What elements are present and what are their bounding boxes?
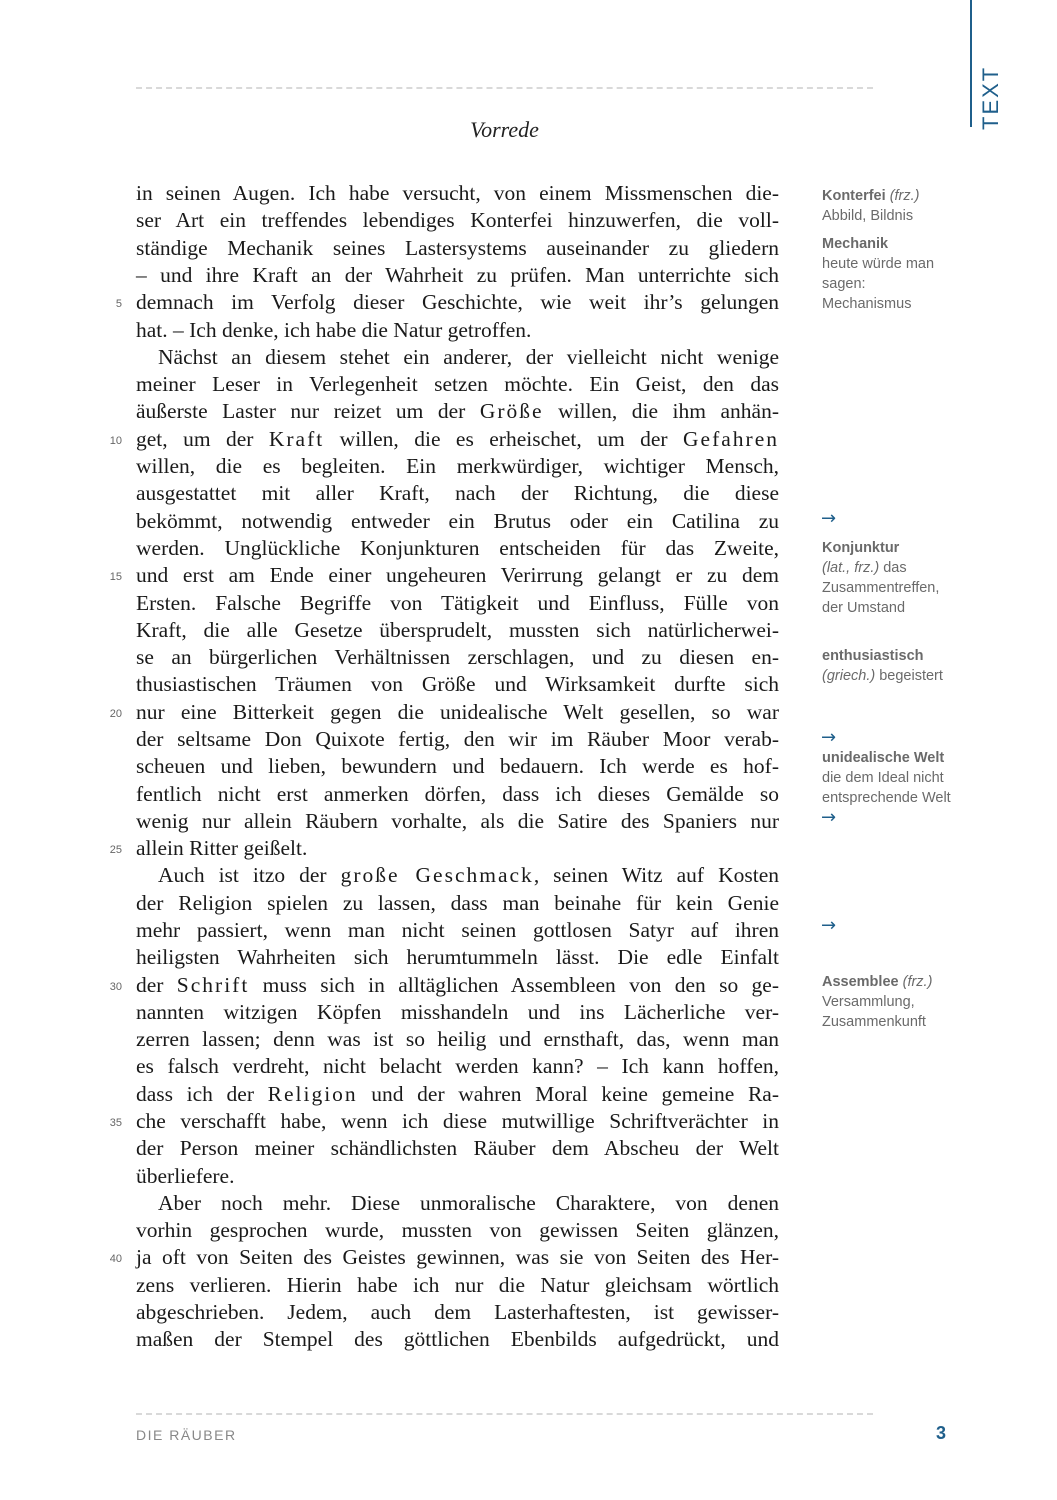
gloss-enthusiastisch: [822, 646, 1002, 686]
text-line: get, um der Kraft willen, die es erheischet, um der Gefahren: [136, 427, 779, 451]
gloss-lang: (frz.): [902, 974, 933, 990]
text-line: heiligsten Wahrheiten sich herumtummeln lässt. Die edle Einfalt: [136, 945, 779, 969]
text-line: es falsch verdreht, nicht belacht werden kann? – Ich kann hoffen,: [136, 1054, 779, 1078]
text-line: der Schrift muss sich in alltäglichen Assembleen von den so ge-: [136, 973, 779, 997]
line-number: 30: [109, 981, 122, 993]
text-line: – und ihre Kraft an der Wahrheit zu prüfen. Man unterrichte sich: [136, 263, 779, 287]
text-line: vorhin gesprochen wurde, mussten von gewissen Seiten glänzen,: [136, 1218, 779, 1242]
text-line: Aber noch mehr. Diese unmoralische Charaktere, von denen: [158, 1191, 779, 1215]
text-line: demnach im Verfolg dieser Geschichte, wie weit ihr’s gelungen: [136, 290, 779, 314]
text-line: fentlich nicht erst anmerken dörfen, dass ich dieses Gemälde so: [136, 782, 779, 806]
text-line: hat. – Ich denke, ich habe die Natur getroffen.: [136, 318, 532, 342]
text-line: zens verlieren. Hierin habe ich nur die Natur gleichsam wörtlich: [136, 1273, 779, 1297]
text-line: dass ich der Religion und der wahren Moral keine gemeine Ra-: [136, 1082, 779, 1106]
text-line: Nächst an diesem stehet ein anderer, der vielleicht nicht wenige: [158, 345, 779, 369]
page-heading: Vorrede: [470, 117, 539, 142]
line-number: 40: [109, 1253, 122, 1265]
text-line: ständige Mechanik seines Lastersystems auseinander zu gliedern: [136, 236, 779, 260]
gloss-term: Assemblee: [822, 974, 899, 990]
text-line: in seinen Augen. Ich habe versucht, von einem Missmenschen die-: [136, 181, 779, 205]
gloss-definition: der Umstand: [822, 600, 906, 616]
text-line: abgeschrieben. Jedem, auch dem Lasterhaftesten, ist gewisser-: [136, 1300, 779, 1324]
text-line: ja oft von Seiten des Geistes gewinnen, was sie von Seiten des Her-: [136, 1245, 779, 1269]
gloss-definition: Versammlung,: [822, 994, 915, 1010]
gloss-definition: Zusammentreffen,: [822, 580, 940, 596]
gloss-konjunktur: [822, 538, 1002, 618]
text-line: äußerste Laster nur reizet um der Größe willen, die ihm anhän-: [136, 399, 779, 423]
text-line: willen, die es begleiten. Ein merkwürdiger, wichtiger Mensch,: [136, 454, 779, 478]
text-line: und erst am Ende einer ungeheuren Verirrung gelangt er zu dem: [136, 563, 779, 587]
gloss-definition: entsprechende Welt: [822, 790, 951, 806]
gloss-definition: Zusammenkunft: [822, 1014, 926, 1030]
book-title: DIE RÄUBER: [136, 1427, 237, 1443]
line-number: 20: [109, 708, 122, 720]
text-line: Kraft, die alle Gesetze übersprudelt, mussten sich natürlicherwei-: [136, 618, 779, 642]
gloss-lang: (griech.): [822, 668, 876, 684]
text-line: ausgestattet mit aller Kraft, nach der Richtung, die diese: [136, 481, 779, 505]
footer-divider: [136, 1413, 873, 1415]
gloss-term: Konterfei: [822, 188, 886, 204]
gloss-definition: Abbild, Bildnis: [822, 208, 914, 224]
gloss-definition: die dem Ideal nicht: [822, 770, 944, 786]
line-number: 15: [109, 571, 122, 583]
text-line: überliefere.: [136, 1164, 235, 1188]
header-divider: [136, 87, 873, 89]
text-line: se an bürgerlichen Verhältnissen zerschlagen, und zu diesen en-: [136, 645, 779, 669]
text-line: allein Ritter geißelt.: [136, 836, 308, 860]
line-number: 5: [115, 298, 122, 310]
arrow-icon: →: [821, 915, 837, 936]
arrow-icon: →: [821, 508, 837, 529]
text-line: maßen der Stempel des göttlichen Ebenbilds aufgedrückt, und: [136, 1327, 779, 1351]
gloss-term: Mechanik: [822, 236, 889, 252]
gloss-definition: Mechanismus: [822, 296, 912, 312]
gloss-unidealische-welt: [822, 748, 1002, 808]
text-line: zerren lassen; denn was ist so heilig und ernsthaft, das, wenn man: [136, 1027, 779, 1051]
line-number: 35: [109, 1117, 122, 1129]
text-line: che verschafft habe, wenn ich diese mutwillige Schriftverächter in: [136, 1109, 779, 1133]
text-line: thusiastischen Träumen von Größe und Wirksamkeit durfte sich: [136, 672, 779, 696]
gloss-lang: (lat., frz.): [822, 560, 880, 576]
gloss-mechanik: [822, 234, 1002, 314]
gloss-lang: (frz.): [889, 188, 920, 204]
text-line: meiner Leser in Verlegenheit setzen möchte. Ein Geist, den das: [136, 372, 779, 396]
text-line: nannten witzigen Köpfen misshandeln und ins Lächerliche ver-: [136, 1000, 779, 1024]
text-line: Auch ist itzo der große Geschmack, seinen Witz auf Kosten: [158, 863, 779, 887]
text-line: ser Art ein treffendes lebendiges Konterfei hinzuwerfen, die voll-: [136, 208, 779, 232]
line-number: 25: [109, 844, 122, 856]
gloss-term: unidealische Welt: [822, 750, 945, 766]
gloss-konterfei: [822, 186, 1002, 226]
text-line: der seltsame Don Quixote fertig, den wir im Räuber Moor verab-: [136, 727, 779, 751]
gloss-term: Konjunktur: [822, 540, 900, 556]
gloss-assemblee: [822, 972, 1002, 1032]
gloss-term: enthusiastisch: [822, 648, 924, 664]
text-line: Ersten. Falsche Begriffe von Tätigkeit und Einfluss, Fülle von: [136, 591, 779, 615]
gloss-definition: das: [879, 560, 907, 576]
gloss-definition: sagen:: [822, 276, 866, 292]
text-line: der Religion spielen zu lassen, dass man beinahe für kein Genie: [136, 891, 779, 915]
section-tab-line: [970, 0, 972, 127]
line-number: 10: [109, 435, 122, 447]
gloss-definition: begeistert: [875, 668, 943, 684]
text-line: werden. Unglückliche Konjunkturen entscheiden für das Zweite,: [136, 536, 779, 560]
text-line: scheuen und lieben, bewundern und bedauern. Ich werde es hof-: [136, 754, 779, 778]
arrow-icon: →: [821, 727, 837, 748]
text-line: mehr passiert, wenn man nicht seinen gottlosen Satyr auf ihren: [136, 918, 779, 942]
text-line: der Person meiner schändlichsten Räuber dem Abscheu der Welt: [136, 1136, 779, 1160]
section-tab-label: TEXT: [978, 65, 1003, 131]
text-line: bekömmt, notwendig entweder ein Brutus oder ein Catilina zu: [136, 509, 779, 533]
text-line: nur eine Bitterkeit gegen die unidealische Welt gesellen, so war: [136, 700, 779, 724]
arrow-icon: →: [821, 807, 837, 828]
page-number: 3: [936, 1423, 947, 1443]
text-line: wenig nur allein Räubern vorhalte, als die Satire des Spaniers nur: [136, 809, 779, 833]
gloss-definition: heute würde man: [822, 256, 935, 272]
